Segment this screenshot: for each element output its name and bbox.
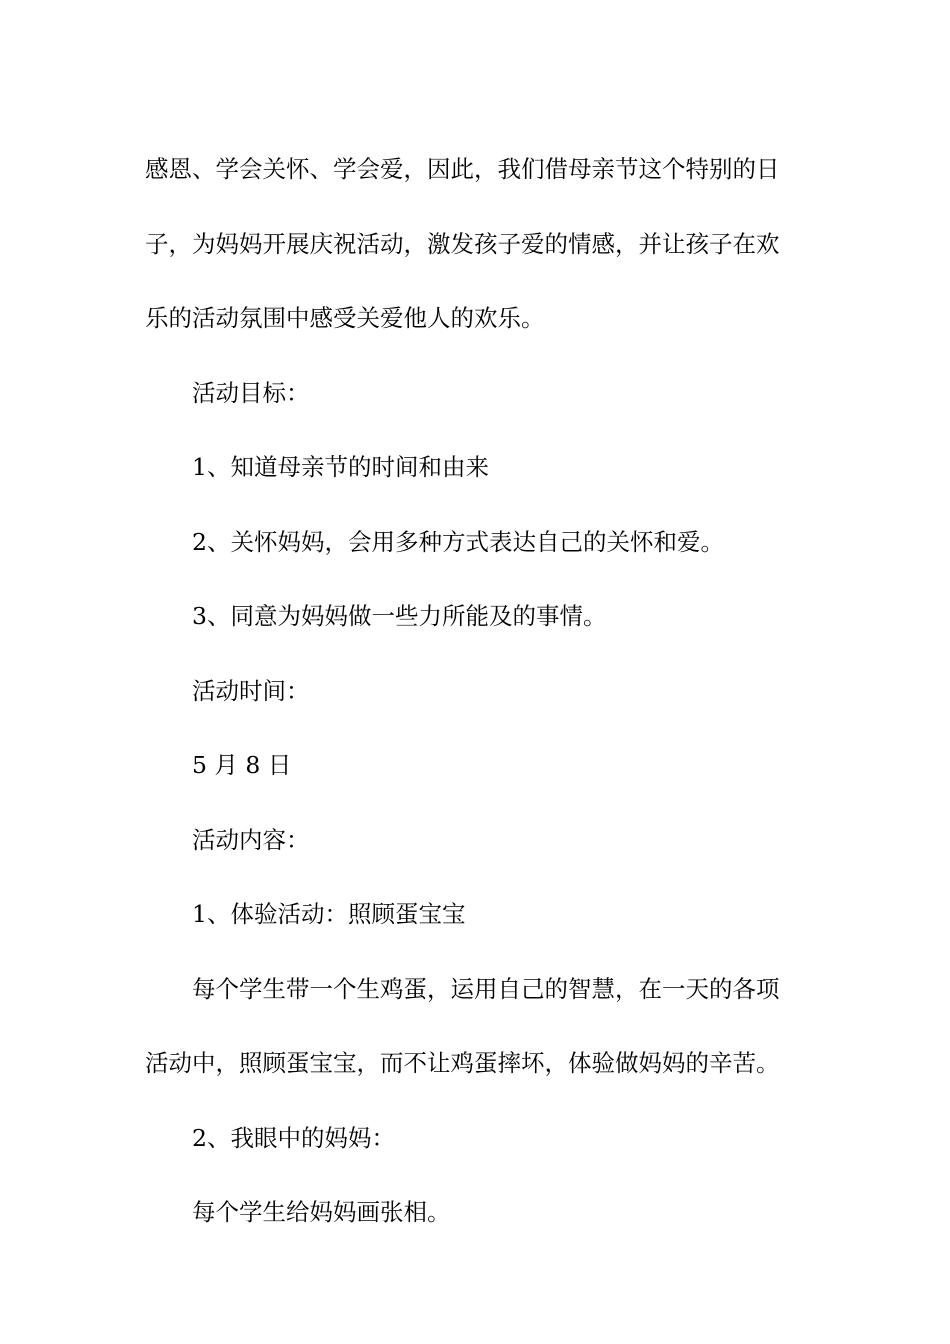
activity-1-body	[145, 952, 810, 1101]
intro-line-2: 子，为妈妈开展庆祝活动，激发孩子爱的情感，并让孩子在欢	[145, 229, 780, 258]
activity-1-line-2: 活动中，照顾蛋宝宝，而不让鸡蛋摔坏，体验做妈妈的辛苦。	[145, 1049, 780, 1077]
activity-1-title: 1、体验活动：照顾蛋宝宝	[192, 900, 466, 928]
document-body	[145, 132, 810, 1250]
goal-item-2: 2、关怀妈妈，会用多种方式表达自己的关怀和爱。	[192, 527, 724, 556]
intro-paragraph	[145, 132, 810, 356]
intro-line-1: 感恩、学会关怀、学会爱，因此，我们借母亲节这个特别的日	[145, 155, 780, 183]
activity-2-body: 每个学生给妈妈画张相。	[192, 1198, 451, 1226]
activity-2-title: 2、我眼中的妈妈：	[192, 1123, 395, 1152]
time-value: 5 月 8 日	[192, 751, 292, 779]
content-heading: 活动内容：	[192, 825, 310, 854]
time-heading: 活动时间：	[192, 676, 310, 705]
intro-line-3: 乐的活动氛围中感受关爱他人的欢乐。	[145, 304, 545, 332]
goal-item-3: 3、同意为妈妈做一些力所能及的事情。	[192, 602, 607, 630]
goals-heading: 活动目标：	[192, 378, 310, 407]
goal-item-1: 1、知道母亲节的时间和由来	[192, 453, 489, 481]
activity-1-line-1: 每个学生带一个生鸡蛋，运用自己的智慧，在一天的各项	[192, 974, 780, 1003]
